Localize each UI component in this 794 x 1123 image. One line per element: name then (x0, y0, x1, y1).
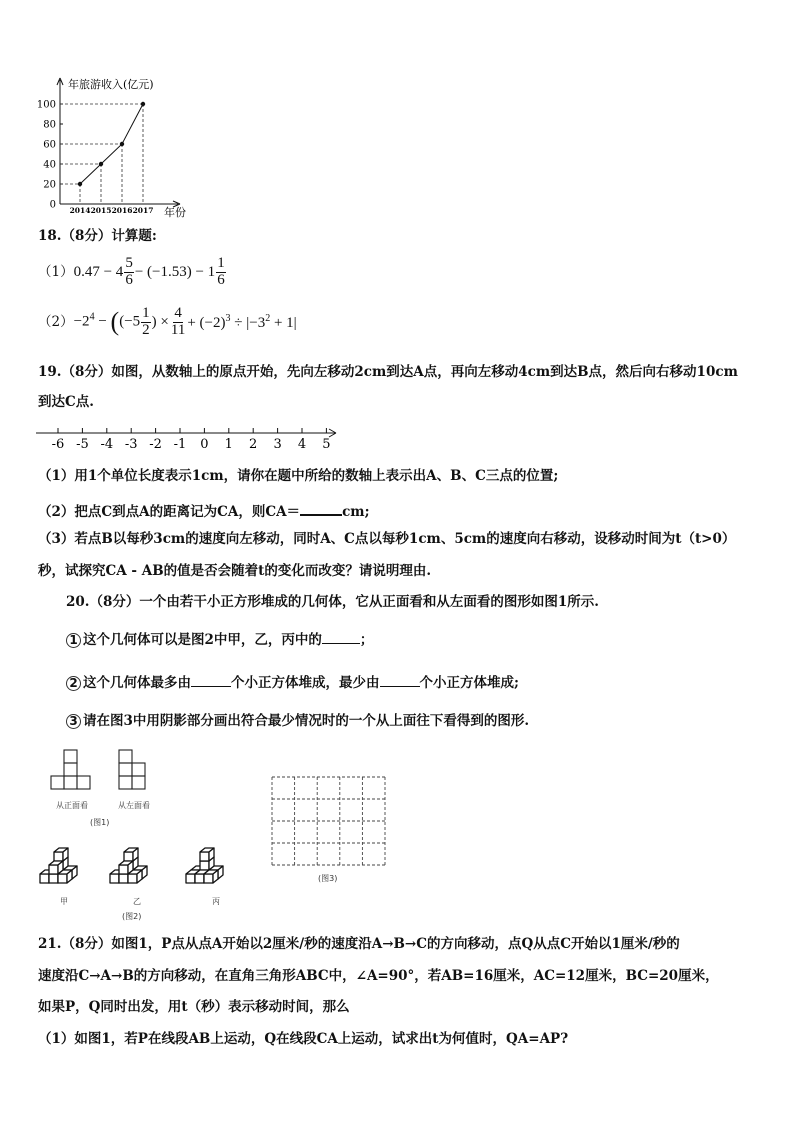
tourism-income-chart (30, 72, 200, 220)
x-tick-label: 2017 (132, 206, 154, 215)
number-line-label: -4 (100, 437, 114, 452)
y-tick-label: 40 (43, 159, 56, 171)
q19-part2: （2）把点C到点A的距离记为CA，则CA＝ cm; (38, 501, 370, 520)
number-line-label: -6 (51, 437, 65, 452)
q19-line2: 到达C点. (38, 394, 94, 410)
unit-cube (200, 848, 214, 861)
x-tick-label: 2016 (111, 206, 133, 215)
q18-part2-expr: $-2^4 - ((-5$ (73, 307, 141, 337)
number-line-label: 5 (322, 437, 331, 452)
number-line-label: 0 (200, 437, 209, 452)
unit-cube (124, 848, 138, 861)
q20-part3: 3 请在图3中用阴影部分画出符合最少情况时的一个从上面往下看得到的图形. (66, 714, 529, 729)
y-tick-label: 100 (36, 99, 56, 111)
q20-line1: 20.（8分）一个由若干小正方形堆成的几何体，它从正面看和从左面看的图形如图1所示. (66, 594, 599, 610)
q19-part3b: 秒，试探究CA - AB的值是否会随着t的变化而改变？请说明理由. (38, 563, 432, 579)
data-point (99, 162, 103, 166)
x-axis-label: 年份 (164, 206, 186, 219)
q19-part3a: （3）若点B以每秒3cm的速度向左移动，同时A、C点以每秒1cm、5cm的速度向右移动，设移动时间为t（t>0） (38, 531, 736, 547)
q18-part1-expr-a: 0.47 − 4 (73, 263, 124, 280)
answer-blank[interactable] (380, 673, 420, 687)
number-line-label: -2 (149, 437, 162, 452)
q21-line3: 如果P，Q同时出发，用t（秒）表示移动时间，那么 (38, 999, 350, 1015)
data-point (141, 102, 145, 106)
q20-part2: 2 这个几何体最多由 个小正方体堆成，最少由 个小正方体堆成; (66, 673, 519, 691)
unit-cube (54, 848, 68, 861)
left-view-caption: 从左面看 (118, 801, 150, 810)
number-line-label: -5 (76, 437, 89, 452)
number-line-label: -1 (173, 437, 187, 452)
fraction: $\frac{5}{6}$ (125, 255, 133, 288)
x-tick-label: 2014 (69, 206, 91, 215)
front-view-caption: 从正面看 (56, 801, 88, 810)
number-line-label: 3 (273, 437, 282, 452)
figure-2-solids (34, 834, 244, 894)
q18-part2-expr-tail: + $(-2)^3 \div |-3^2 + 1|$ (187, 312, 297, 331)
q20-part1: 1 这个几何体可以是图2中甲，乙，丙中的 ； (66, 630, 373, 648)
q21-line1: 21.（8分）如图1，P点从点A开始以2厘米/秒的速度沿A→B→C的方向移动，点Q从点C开始以1厘米/秒的 (38, 936, 680, 952)
number-line (36, 424, 346, 454)
fraction: $\frac{4}{11}$ (170, 305, 186, 338)
number-line-label: -3 (124, 437, 138, 452)
fraction: $\frac{1}{2}$ (142, 305, 150, 338)
number-line-label: 1 (224, 437, 233, 452)
data-point (120, 142, 124, 146)
solid-yi-label: 乙 (133, 897, 141, 906)
number-line-label: 2 (249, 437, 258, 452)
y-tick-label: 60 (43, 139, 56, 151)
x-tick-label: 2015 (90, 206, 112, 215)
q19-part1: （1）用1个单位长度表示1cm，请你在题中所给的数轴上表示出A、B、C三点的位置; (38, 468, 559, 484)
figure-3-caption: (图3) (318, 874, 338, 883)
figure-1-caption: (图1) (90, 818, 110, 827)
q18-part1-label: （1） (38, 263, 74, 280)
fraction: $\frac{1}{6}$ (217, 255, 225, 288)
answer-blank[interactable] (322, 630, 360, 644)
answer-blank[interactable] (191, 673, 231, 687)
answer-blank[interactable] (300, 501, 342, 516)
q18-header: 18.（8分）计算题: (38, 228, 157, 244)
y-tick-label: 80 (43, 119, 56, 131)
unit-cube (49, 861, 63, 874)
solid-jia-label: 甲 (60, 897, 68, 906)
unit-cube (204, 870, 218, 883)
data-point (78, 182, 82, 186)
q18-part2-label: （2） (38, 313, 74, 330)
unit-cube (119, 861, 133, 874)
q19-line1: 19.（8分）如图，从数轴上的原点开始，先向左移动2cm到达A点，再向左移动4cm到达B点，然后向右移动10cm (38, 364, 738, 380)
y-tick-label: 0 (49, 199, 56, 211)
figure-2-caption: (图2) (122, 912, 142, 921)
y-axis-label: 年旅游收入(亿元) (68, 78, 154, 91)
q18-part2: （2） $-2^4 - ((-5$ $\frac{1}{2}$ ) × $\frac{4}{11}$ + $(-2)^3 \div |-3^2 + 1|$ (38, 305, 297, 338)
q18-part1-expr-b: − (−1.53) − 1 (134, 263, 216, 280)
figure-3-grid[interactable] (270, 775, 386, 867)
q21-line2: 速度沿C→A→B的方向移动，在直角三角形ABC中，∠A=90°，若AB=16厘米，AC=12厘米，BC=20厘米， (38, 968, 719, 984)
number-line-label: 4 (297, 437, 307, 452)
q21-part1: （1）如图1，若P在线段AB上运动，Q在线段CA上运动，试求出t为何值时，QA=AP? (38, 1031, 569, 1047)
solid-bing-label: 丙 (212, 897, 220, 906)
q18-part1 (38, 256, 227, 289)
y-tick-label: 20 (43, 179, 56, 191)
